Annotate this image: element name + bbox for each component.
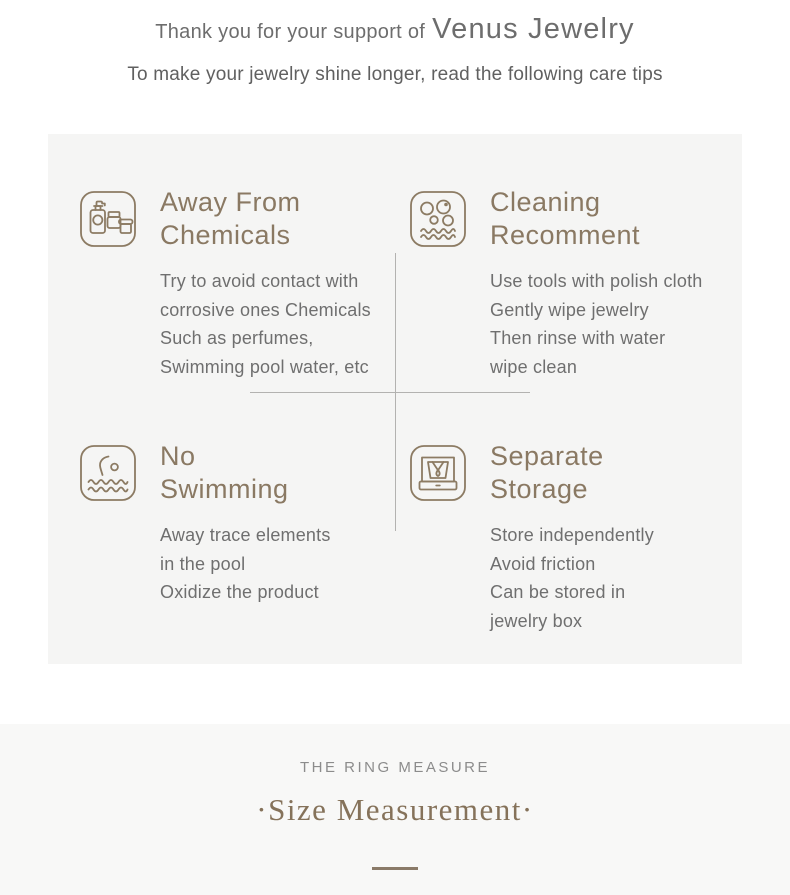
section-title: ·Size Measurement· [256, 792, 534, 827]
thank-you-header [0, 0, 790, 87]
header-prefix-text: Thank you for your support of [155, 21, 426, 43]
horizontal-divider [250, 392, 530, 393]
tip-title: Separate Storage [490, 441, 604, 504]
header-subtitle: To make your jewelry shine longer, read the following care tips [127, 64, 663, 85]
tip-title: Cleaning Recomment [490, 187, 641, 250]
tip-title: No Swimming [160, 441, 289, 504]
cleaning-bubbles-icon [408, 189, 468, 249]
section-divider-rule [372, 867, 418, 870]
tip-description: Try to avoid contact with corrosive ones Chemicals Such as perfumes, Swimming pool water, etc [160, 271, 371, 377]
tip-description: Away trace elements in the pool Oxidize the product [160, 525, 331, 602]
jewelry-box-icon [408, 443, 468, 503]
cosmetics-bottles-icon [78, 189, 138, 249]
tip-description: Use tools with polish cloth Gently wipe jewelry Then rinse with water wipe clean [490, 271, 703, 377]
care-tip-cleaning-recomment [408, 189, 743, 381]
header-line [0, 12, 790, 49]
care-tip-separate-storage [408, 443, 743, 635]
tip-title: Away From Chemicals [160, 187, 301, 250]
care-tip-away-from-chemicals [78, 189, 413, 381]
brand-name: Venus Jewelry [432, 13, 635, 45]
section-eyebrow: THE RING MEASURE [299, 759, 490, 776]
size-measurement-section [0, 724, 790, 895]
care-tip-no-swimming [78, 443, 413, 607]
swimmer-icon [78, 443, 138, 503]
tip-description: Store independently Avoid friction Can be stored in jewelry box [490, 525, 654, 631]
care-tips-card [48, 134, 742, 664]
